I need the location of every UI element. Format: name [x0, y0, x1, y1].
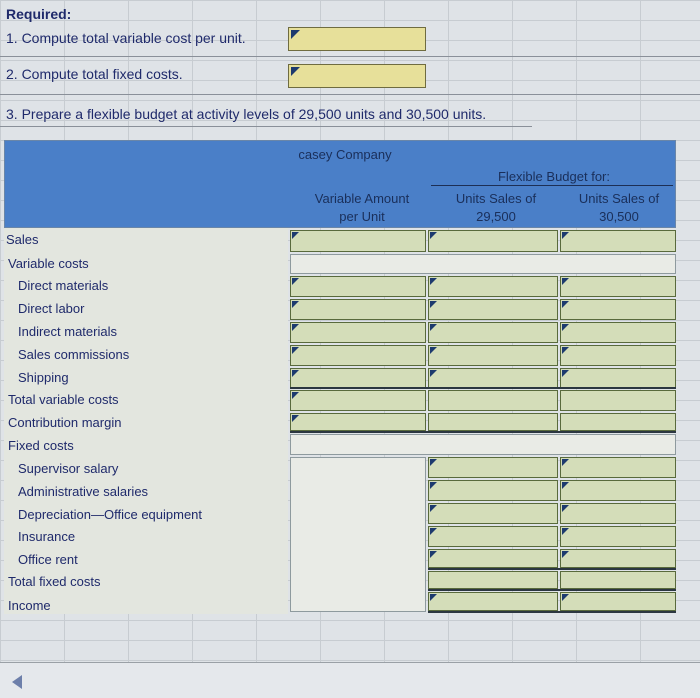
input-marker-icon — [292, 370, 299, 377]
total-fixed-30500-input[interactable] — [560, 571, 676, 589]
indirect-materials-per-unit-input[interactable] — [290, 322, 426, 343]
sales-commissions-29500-input[interactable] — [428, 345, 558, 366]
row-label-direct-materials: Direct materials — [18, 278, 109, 293]
input-marker-icon — [562, 505, 569, 512]
office-rent-30500-input[interactable] — [560, 549, 676, 568]
input-marker-icon — [291, 67, 300, 76]
row-label-fixed-costs: Fixed costs — [8, 438, 74, 453]
row-label-administrative-salaries: Administrative salaries — [18, 484, 149, 499]
horizontal-scrollbar[interactable] — [0, 662, 700, 698]
input-marker-icon — [292, 278, 299, 285]
contribution-margin-30500-input[interactable] — [560, 413, 676, 431]
input-marker-icon — [430, 370, 437, 377]
indirect-materials-29500-input[interactable] — [428, 322, 558, 343]
input-marker-icon — [430, 482, 437, 489]
sales-30500-input[interactable] — [560, 230, 676, 252]
col-units-30500-line1: Units Sales of — [578, 191, 660, 206]
row-label-total-variable-costs: Total variable costs — [8, 392, 119, 407]
input-marker-icon — [562, 551, 569, 558]
question-2: 2. Compute total fixed costs. — [6, 66, 183, 82]
header-underline — [431, 185, 673, 186]
company-name: casey Company — [298, 147, 392, 162]
direct-labor-30500-input[interactable] — [560, 299, 676, 320]
direct-materials-29500-input[interactable] — [428, 276, 558, 297]
input-marker-icon — [292, 324, 299, 331]
row-label-insurance: Insurance — [18, 529, 76, 544]
subtotal-line — [290, 387, 676, 389]
input-marker-icon — [292, 347, 299, 354]
input-marker-icon — [430, 232, 437, 239]
input-marker-icon — [430, 278, 437, 285]
input-marker-icon — [430, 594, 437, 601]
direct-materials-per-unit-input[interactable] — [290, 276, 426, 297]
shipping-per-unit-input[interactable] — [290, 368, 426, 388]
input-marker-icon — [562, 278, 569, 285]
input-marker-icon — [430, 551, 437, 558]
row-label-income: Income — [8, 598, 51, 613]
supervisor-salary-29500-input[interactable] — [428, 457, 558, 478]
input-marker-icon — [562, 459, 569, 466]
input-marker-icon — [562, 232, 569, 239]
input-marker-icon — [291, 30, 300, 39]
direct-materials-30500-input[interactable] — [560, 276, 676, 297]
input-marker-icon — [562, 301, 569, 308]
indirect-materials-30500-input[interactable] — [560, 322, 676, 343]
input-marker-icon — [562, 594, 569, 601]
answer-1-input[interactable] — [288, 27, 426, 51]
insurance-30500-input[interactable] — [560, 526, 676, 547]
row-label-sales: Sales — [6, 232, 39, 247]
input-marker-icon — [292, 392, 299, 399]
office-rent-29500-input[interactable] — [428, 549, 558, 568]
scroll-left-arrow-icon[interactable] — [12, 675, 22, 689]
sales-commissions-per-unit-input[interactable] — [290, 345, 426, 366]
input-marker-icon — [562, 370, 569, 377]
input-marker-icon — [292, 232, 299, 239]
row-label-depreciation: Depreciation—Office equipment — [18, 507, 203, 522]
answer-2-input[interactable] — [288, 64, 426, 88]
col-per-unit: per Unit — [339, 209, 385, 224]
fixed-costs-blank-row — [290, 434, 676, 455]
sales-29500-input[interactable] — [428, 230, 558, 252]
col-variable-amount: Variable Amount — [314, 191, 410, 206]
row-label-shipping: Shipping — [18, 370, 69, 385]
table-header — [4, 140, 676, 228]
input-marker-icon — [562, 347, 569, 354]
row-label-variable-costs: Variable costs — [8, 256, 89, 271]
input-marker-icon — [430, 459, 437, 466]
insurance-29500-input[interactable] — [428, 526, 558, 547]
total-variable-29500-input[interactable] — [428, 390, 558, 411]
question-1: 1. Compute total variable cost per unit. — [6, 30, 246, 46]
income-29500-input[interactable] — [428, 592, 558, 611]
direct-labor-per-unit-input[interactable] — [290, 299, 426, 320]
input-marker-icon — [292, 415, 299, 422]
total-fixed-29500-input[interactable] — [428, 571, 558, 589]
row-label-contribution-margin: Contribution margin — [8, 415, 122, 430]
row-label-total-fixed-costs: Total fixed costs — [8, 574, 101, 589]
sales-per-unit-input[interactable] — [290, 230, 426, 252]
row-label-supervisor-salary: Supervisor salary — [18, 461, 119, 476]
input-marker-icon — [430, 324, 437, 331]
variable-costs-blank-row — [290, 254, 676, 274]
row-label-sales-commissions: Sales commissions — [18, 347, 130, 362]
total-variable-30500-input[interactable] — [560, 390, 676, 411]
input-marker-icon — [430, 528, 437, 535]
divider — [0, 94, 700, 95]
depreciation-29500-input[interactable] — [428, 503, 558, 524]
total-underline — [428, 611, 676, 613]
input-marker-icon — [430, 347, 437, 354]
required-heading: Required: — [6, 6, 72, 22]
shipping-30500-input[interactable] — [560, 368, 676, 388]
row-label-direct-labor: Direct labor — [18, 301, 85, 316]
input-marker-icon — [430, 301, 437, 308]
administrative-salaries-29500-input[interactable] — [428, 480, 558, 501]
depreciation-30500-input[interactable] — [560, 503, 676, 524]
subtotal-line — [428, 568, 676, 570]
subtotal-line — [428, 589, 676, 591]
flexible-budget-title: Flexible Budget for: — [497, 169, 610, 184]
contribution-margin-29500-input[interactable] — [428, 413, 558, 431]
total-variable-per-unit-input[interactable] — [290, 390, 426, 411]
supervisor-salary-30500-input[interactable] — [560, 457, 676, 478]
subtotal-line — [290, 431, 676, 433]
shipping-29500-input[interactable] — [428, 368, 558, 388]
row-label-office-rent: Office rent — [18, 552, 78, 567]
input-marker-icon — [430, 505, 437, 512]
fixed-per-unit-blank — [290, 457, 426, 612]
contribution-margin-per-unit-input[interactable] — [290, 413, 426, 431]
question-3: 3. Prepare a flexible budget at activity levels of 29,500 units and 30,500 units. — [6, 106, 487, 122]
col-units-29500-line2: 29,500 — [476, 209, 516, 224]
sales-commissions-30500-input[interactable] — [560, 345, 676, 366]
income-30500-input[interactable] — [560, 592, 676, 611]
col-units-29500-line1: Units Sales of — [455, 191, 537, 206]
divider — [0, 126, 532, 127]
direct-labor-29500-input[interactable] — [428, 299, 558, 320]
administrative-salaries-30500-input[interactable] — [560, 480, 676, 501]
input-marker-icon — [562, 482, 569, 489]
input-marker-icon — [562, 324, 569, 331]
input-marker-icon — [292, 301, 299, 308]
input-marker-icon — [562, 528, 569, 535]
row-label-indirect-materials: Indirect materials — [18, 324, 117, 339]
divider — [0, 56, 700, 57]
col-units-30500-line2: 30,500 — [599, 209, 639, 224]
